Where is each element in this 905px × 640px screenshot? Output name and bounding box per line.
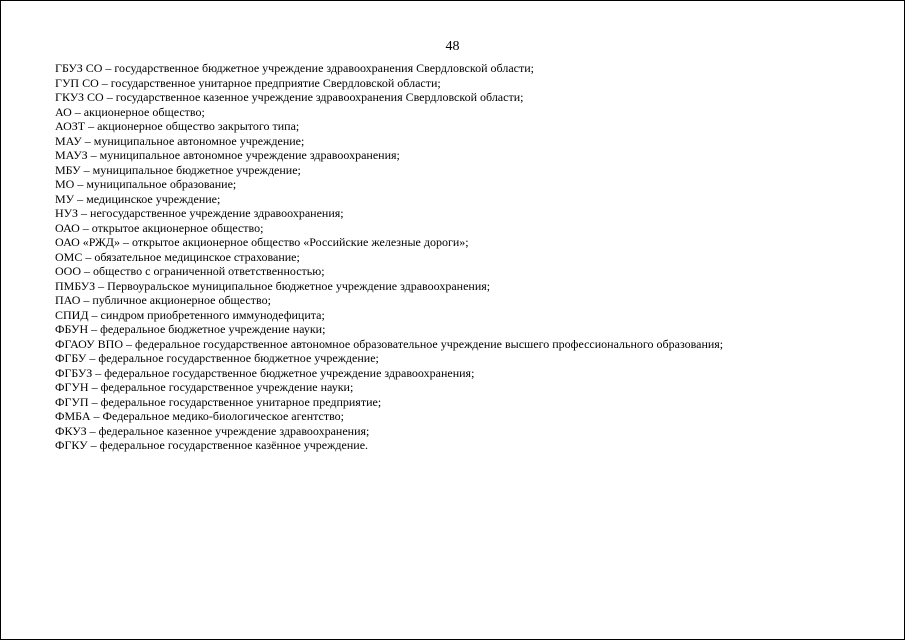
abbreviation-item: ФГБУЗ – федеральное государственное бюджетное учреждение здравоохранения; [55, 365, 475, 380]
abbreviation-item: НУЗ – негосударственное учреждение здравоохранения; [55, 206, 344, 220]
abbreviation-item: ФГУН – федеральное государственное учреждение науки; [55, 380, 354, 394]
abbreviation-item: ФМБА – Федеральное медико-биологическое агентство; [55, 409, 345, 423]
abbreviation-item: АО – акционерное общество; [55, 104, 205, 119]
abbreviation-item: МО – муниципальное образование; [55, 177, 237, 191]
abbreviation-item: ПАО – публичное акционерное общество; [55, 293, 271, 307]
abbreviation-item: АОЗТ – акционерное общество закрытого типа; [55, 119, 300, 133]
abbreviation-item: ФКУЗ – федеральное казенное учреждение здравоохранения; [55, 423, 370, 438]
abbreviation-item: МАУЗ – муниципальное автономное учреждение здравоохранения; [55, 148, 400, 162]
abbreviation-item: ГБУЗ СО – государственное бюджетное учреждение здравоохранения Свердловской области; [55, 61, 534, 75]
page-number: 48 [445, 39, 460, 54]
abbreviation-item: ГКУЗ СО – государственное казенное учреждение здравоохранения Свердловской области; [55, 90, 524, 104]
abbreviation-item: ОМС – обязательное медицинское страхование; [55, 249, 300, 264]
abbreviation-item: ФГУП – федеральное государственное унитарное предприятие; [55, 394, 382, 409]
abbreviation-item: ОАО «РЖД» – открытое акционерное общество «Российские железные дороги»; [55, 235, 469, 249]
abbreviation-item: ПМБУЗ – Первоуральское муниципальное бюджетное учреждение здравоохранения; [55, 278, 491, 293]
abbreviation-list [55, 61, 723, 453]
abbreviation-item: ФГКУ – федеральное государственное казённое учреждение. [55, 438, 369, 452]
abbreviation-item: ФГБУ – федеральное государственное бюджетное учреждение; [55, 351, 379, 365]
abbreviation-item: ФГАОУ ВПО – федеральное государственное автономное образовательное учреждение высшего профессионального образования; [55, 336, 724, 351]
abbreviation-item: ООО – общество с ограниченной ответственностью; [55, 264, 325, 278]
abbreviation-item: ОАО – открытое акционерное общество; [55, 220, 264, 235]
abbreviation-item: МБУ – муниципальное бюджетное учреждение; [55, 162, 301, 177]
abbreviation-item: ФБУН – федеральное бюджетное учреждение науки; [55, 322, 326, 336]
abbreviation-item: МАУ – муниципальное автономное учреждение; [55, 133, 305, 148]
abbreviation-item: ГУП СО – государственное унитарное предприятие Свердловской области; [55, 75, 441, 90]
abbreviation-item: МУ – медицинское учреждение; [55, 191, 221, 206]
abbreviation-item: СПИД – синдром приобретенного иммунодефицита; [55, 307, 325, 322]
